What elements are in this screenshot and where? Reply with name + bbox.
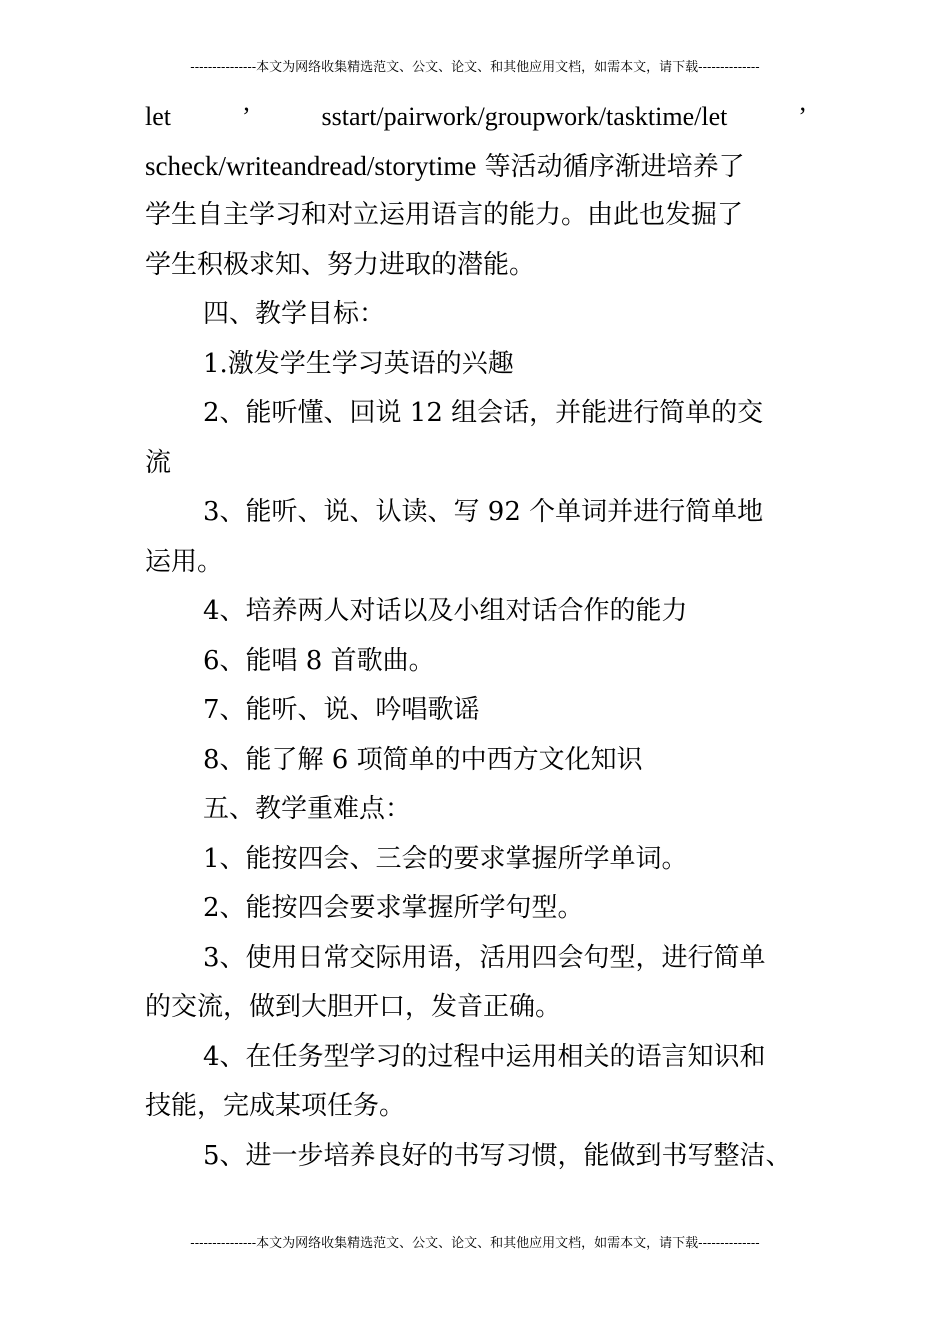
line1-activity-path: sstart/pairwork/groupwork/tasktime/let xyxy=(321,102,728,131)
key-item-2: 2、能按四会要求掌握所学句型。 xyxy=(203,893,584,923)
goal-item-3-cont: 运用。 xyxy=(145,546,224,577)
key-item-4-cont: 技能，完成某项任务。 xyxy=(145,1091,406,1121)
key-item-4: 4、在任务型学习的过程中运用相关的语言知识和 xyxy=(203,1041,766,1072)
line2-text: 等活动循序渐进培养了 xyxy=(476,151,745,182)
body-line-3: 学生自主学习和对立运用语言的能力。由此也发掘了 xyxy=(145,200,744,230)
goal-item-3: 3、能听、说、认读、写 92 个单词并进行简单地 xyxy=(203,497,764,527)
goal-item-4: 4、培养两人对话以及小组对话合作的能力 xyxy=(203,596,688,626)
key-item-1: 1、能按四会、三会的要求掌握所学单词。 xyxy=(203,843,688,874)
line1-apostrophe-2: ’ xyxy=(798,102,807,131)
footer-banner: ---------------本文为网络收集精选范文、公文、论文、和其他应用文档，如需本文，请下载-------------- xyxy=(190,1236,760,1251)
header-banner: ---------------本文为网络收集精选范文、公文、论文、和其他应用文档，如需本文，请下载-------------- xyxy=(190,60,760,75)
section-heading-key-points: 五、教学重难点： xyxy=(203,794,412,824)
section-heading-goals: 四、教学目标： xyxy=(203,299,386,329)
key-item-5: 5、进一步培养良好的书写习惯，能做到书写整洁、 xyxy=(203,1140,792,1171)
goal-item-8: 8、能了解 6 项简单的中西方文化知识 xyxy=(203,744,643,775)
goal-item-1: 1.激发学生学习英语的兴趣 xyxy=(203,348,514,379)
line2-activity-path: scheck/writeandread/storytime xyxy=(145,150,477,181)
body-line-2 xyxy=(145,142,807,192)
key-item-3: 3、使用日常交际用语，活用四会句型，进行简单 xyxy=(203,942,766,973)
document-body xyxy=(145,92,807,1181)
goal-item-7: 7、能听、说、吟唱歌谣 xyxy=(203,695,480,725)
line1-apostrophe-1: ’ xyxy=(241,102,251,131)
goal-item-2-cont: 流 xyxy=(145,447,172,478)
line1-word-let: let xyxy=(145,102,171,131)
goal-item-2: 2、能听懂、回说 12 组会话，并能进行简单的交 xyxy=(203,398,764,428)
goal-item-6: 6、能唱 8 首歌曲。 xyxy=(203,645,435,676)
body-line-1 xyxy=(145,92,807,142)
key-item-3-cont: 的交流，做到大胆开口，发音正确。 xyxy=(145,992,562,1022)
body-line-4: 学生积极求知、努力进取的潜能。 xyxy=(145,249,536,280)
